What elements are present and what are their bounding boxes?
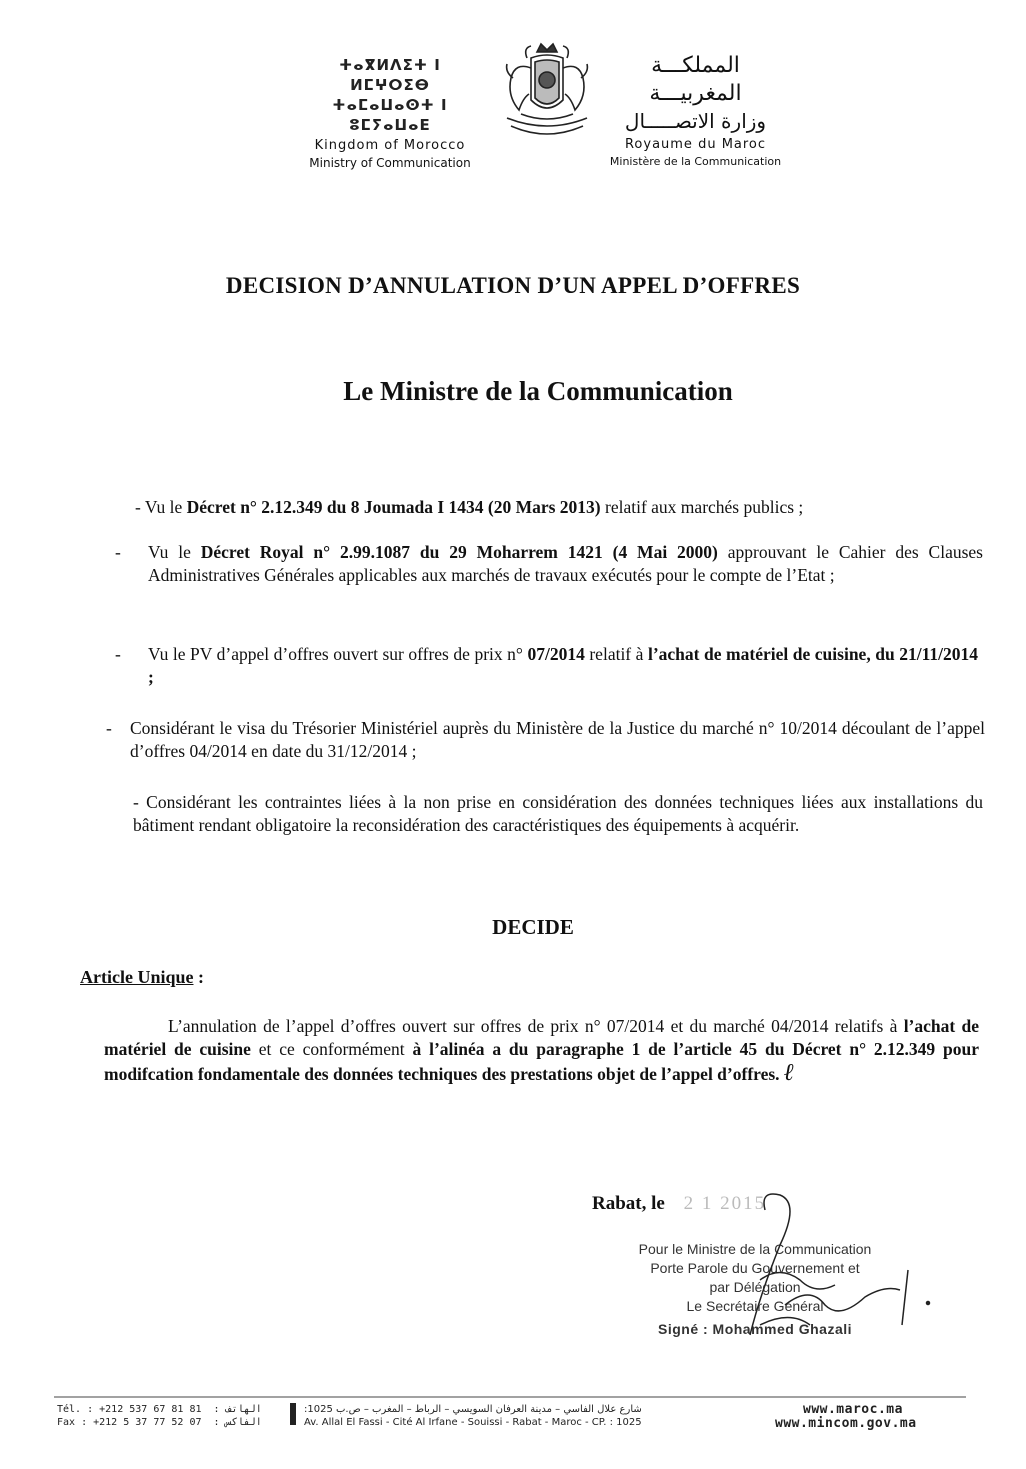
footer-fax: Fax : +212 5 37 77 52 07 xyxy=(57,1417,202,1428)
footer-tel-row xyxy=(57,1403,262,1416)
footer-websites xyxy=(775,1403,917,1431)
header-kingdom-fr: Royaume du Maroc xyxy=(624,137,767,152)
article-unique-heading xyxy=(80,967,204,988)
document-title: DECISION D’ANNULATION D’UN APPEL D’OFFRES xyxy=(225,273,801,298)
consideration-4: Considérant le visa du Trésorier Ministériel auprès du Ministère de la Justice du marché n° 10/2014 découlant de l’appel d’offres 04/2014 en date du 31/12/2014 ; xyxy=(130,718,985,761)
consideration-2-part-c: approuvant le Cahier des Clauses Administratives Générales applicables aux marchés de travaux exécutés pour le compte de l’Etat ; xyxy=(148,542,983,585)
article-unique-colon: : xyxy=(193,967,204,987)
article-unique-label: Article Unique xyxy=(80,967,194,987)
footer-tel-ar: : الهاتف xyxy=(213,1404,262,1415)
consideration-1-decree: Décret n° 2.12.349 du 8 Joumada I 1434 (20 Mars 2013) xyxy=(186,497,601,517)
stamp-line-3: par Délégation xyxy=(709,1279,801,1295)
footer-fax-ar: : الفاكس xyxy=(213,1417,262,1428)
header-left-block xyxy=(300,55,480,171)
consideration-1-part-a: - Vu le xyxy=(135,497,187,517)
article-body-part-c: et ce conformément xyxy=(250,1039,413,1059)
decide-heading: DECIDE xyxy=(492,915,574,939)
document-subtitle: Le Ministre de la Communication xyxy=(343,376,733,406)
stamp-signed-by: Signé : Mohammed Ghazali xyxy=(657,1321,853,1337)
footer-address-ar: شارع علال الفاسي – مدينة العرفان السويسي – الرباط – المغرب – ص.ب 1025: xyxy=(304,1404,642,1415)
header-tifinagh-line1: ⵜⴰⴳⵍⴷⵉⵜ ⵏ ⵍⵎⵖⵔⵉⴱ xyxy=(339,56,441,94)
article-body-legal-basis: à l’alinéa a du paragraphe 1 de l’article 45 du Décret n° 2.12.349 pour modifcation fondamentale des données techniques des prestations objet de l’appel d’offres. xyxy=(104,1039,979,1084)
footer-divider xyxy=(54,1396,966,1398)
stamp-line-2: Porte Parole du Gouvernement et xyxy=(650,1260,860,1276)
consideration-1-part-c: relatif aux marchés publics ; xyxy=(600,497,804,517)
handwritten-signature-icon xyxy=(610,1185,940,1375)
consideration-2-dash: - xyxy=(115,542,121,562)
header-ministry-en: Ministry of Communication xyxy=(309,156,471,170)
header-tifinagh-line2: ⵜⴰⵎⴰⵡⴰⵙⵜ ⵏ ⵓⵎⵢⴰⵡⴰⴹ xyxy=(332,96,448,134)
footer-fax-row xyxy=(57,1416,262,1429)
consideration-4-dash: - xyxy=(106,718,112,738)
header-kingdom-en: Kingdom of Morocco xyxy=(314,138,466,153)
consideration-1 xyxy=(135,496,970,519)
date-stamp: 2 1 2015 xyxy=(683,1193,767,1214)
footer-contacts xyxy=(57,1403,262,1429)
consideration-5: - Considérant les contraintes liées à la non prise en considération des données techniques liées aux installations du bâtiment rendant obligatoire la reconsidération des caractéristiques des équipements à acquérir. xyxy=(133,792,983,835)
consideration-3-number: 07/2014 xyxy=(527,644,585,664)
consideration-3 xyxy=(148,643,978,689)
article-body xyxy=(104,1015,979,1086)
header-kingdom-ar: المملكـــة المغربيـــة xyxy=(649,53,742,106)
consideration-3-dash: - xyxy=(115,644,121,664)
consideration-2-decree: Décret Royal n° 2.99.1087 du 29 Moharrem 1421 (4 Mai 2000) xyxy=(200,542,718,562)
header-ministry-ar: وزارة الاتصـــــال xyxy=(624,109,767,133)
footer-bar-icon xyxy=(290,1403,296,1425)
footer-address xyxy=(290,1403,642,1429)
consideration-3-object: l’achat de matériel de cuisine, du 21/11/2014 ; xyxy=(148,644,978,687)
consideration-3-part-c: relatif à xyxy=(584,644,648,664)
footer-tel: Tél. : +212 537 67 81 81 xyxy=(57,1404,202,1415)
moroccan-coat-of-arms-icon xyxy=(497,38,597,148)
stamp-line-1: Pour le Ministre de la Communication xyxy=(638,1241,872,1257)
stamp-line-4: Le Secrétaire Général xyxy=(686,1298,824,1314)
footer-address-fr: Av. Allal El Fassi - Cité Al Irfane - Souissi - Rabat - Maroc - CP. : 1025 xyxy=(304,1417,642,1428)
footer-web-2[interactable]: www.mincom.gov.ma xyxy=(775,1416,917,1431)
footer-web-1[interactable]: www.maroc.ma xyxy=(803,1402,903,1417)
consideration-2 xyxy=(148,541,983,587)
handwritten-initial: ℓ xyxy=(783,1058,794,1086)
article-body-part-a: L’annulation de l’appel d’offres ouvert sur offres de prix n° 07/2014 et du marché 04/2014 relatifs à xyxy=(168,1016,904,1036)
header-right-block xyxy=(608,52,783,169)
article-body-object: l’achat de matériel de cuisine xyxy=(104,1016,979,1059)
consideration-3-part-a: Vu le PV d’appel d’offres ouvert sur offres de prix n° xyxy=(148,644,528,664)
place-label: Rabat, le xyxy=(592,1193,665,1214)
header-ministry-fr: Ministère de la Communication xyxy=(609,155,782,168)
consideration-2-part-a: Vu le xyxy=(148,542,201,562)
